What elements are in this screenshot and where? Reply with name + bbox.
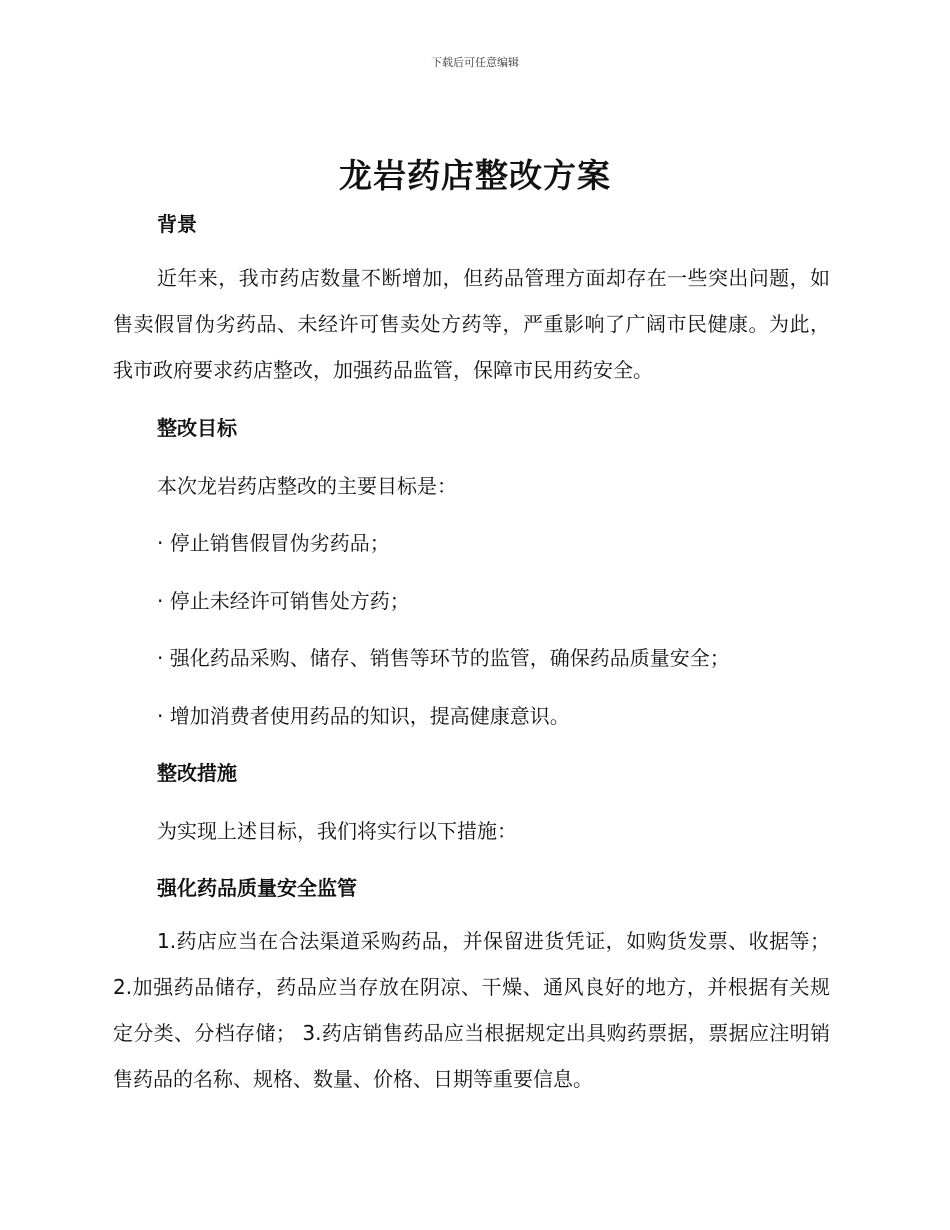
goals-intro: 本次龙岩药店整改的主要目标是： (157, 474, 457, 498)
header-note: 下载后可任意编辑 (431, 56, 519, 69)
goal-item: · 强化药品采购、储存、销售等环节的监管，确保药品质量安全； (157, 646, 730, 670)
goal-item: · 停止销售假冒伪劣药品； (157, 531, 390, 555)
document-title: 龙岩药店整改方案 (339, 156, 611, 195)
quality-paragraph: 1.药店应当在合法渠道采购药品，并保留进货凭证，如购货发票、收据等； 2.加强药品储存，药品应当存放在阴凉、干燥、通风良好的地方，并根据有关规定分类、分档存储； 3.药店销售药品应当根据规定出具购药票据，票据应注明销售药品的名称、规格、数量、价格、日期等重要信息。 (113, 929, 830, 1091)
section-heading-goals: 整改目标 (157, 416, 237, 440)
goal-item: · 停止未经许可销售处方药； (157, 589, 410, 613)
section-heading-background: 背景 (157, 212, 197, 236)
goal-item: · 增加消费者使用药品的知识，提高健康意识。 (157, 704, 570, 728)
section-heading-measures: 整改措施 (157, 761, 237, 785)
background-paragraph: 近年来，我市药店数量不断增加，但药品管理方面却存在一些突出问题，如售卖假冒伪劣药品、未经许可售卖处方药等，严重影响了广阔市民健康。为此，我市政府要求药店整改，加强药品监管，保障市民用药安全。 (113, 266, 830, 382)
section-heading-quality: 强化药品质量安全监管 (157, 876, 357, 900)
measures-intro: 为实现上述目标，我们将实行以下措施： (157, 819, 517, 843)
